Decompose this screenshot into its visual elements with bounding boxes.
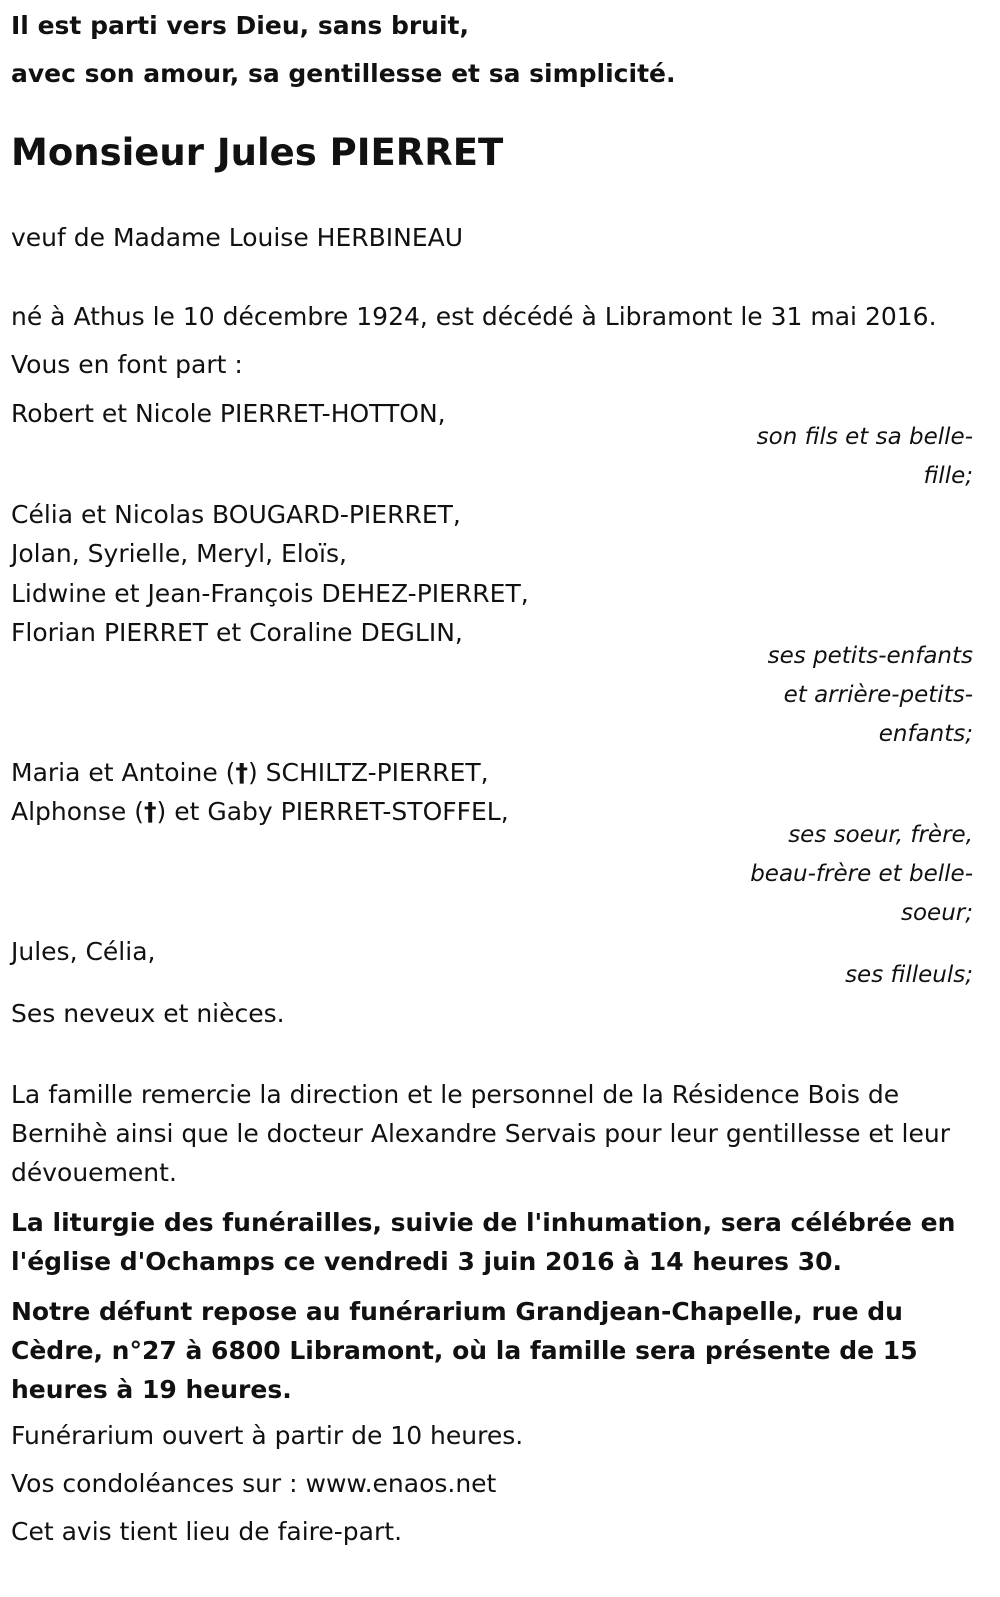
name-text: ) SCHILTZ-PIERRET, — [247, 758, 489, 787]
family-group-2-name: Jolan, Syrielle, Meryl, Eloïs, — [11, 539, 347, 568]
epigraph-line-1: Il est parti vers Dieu, sans bruit, — [11, 11, 469, 40]
birth-death-line: né à Athus le 10 décembre 1924, est décédé à Libramont le 31 mai 2016. — [11, 302, 937, 331]
liturgy-paragraph: La liturgie des funérailles, suivie de l'inhumation, sera célébrée en l'église d'Ochamps ce vendredi 3 juin 2016 à 14 heures 30. — [11, 1208, 956, 1276]
family-group-1-role — [757, 418, 973, 496]
role-line: ses soeur, frère, — [788, 822, 973, 848]
family-group-3-role — [750, 816, 973, 933]
family-group-2-role — [768, 637, 973, 754]
name-text: Maria et Antoine ( — [11, 758, 236, 787]
thanks-paragraph: La famille remercie la direction et le personnel de la Résidence Bois de Bernihè ainsi que le docteur Alexandre Servais pour leur gentillesse et leur dévouement. — [11, 1080, 950, 1187]
family-group-2-name: Célia et Nicolas BOUGARD-PIERRET, — [11, 500, 461, 529]
family-group-2-name: Florian PIERRET et Coraline DEGLIN, — [11, 618, 463, 647]
cross-icon: † — [235, 758, 248, 787]
role-line: enfants; — [878, 721, 973, 747]
nephews-line: Ses neveux et nièces. — [11, 999, 285, 1028]
widower-line: veuf de Madame Louise HERBINEAU — [11, 223, 464, 252]
family-group-1-name: Robert et Nicole PIERRET-HOTTON, — [11, 399, 446, 428]
role-line: son fils et sa belle- — [756, 424, 973, 450]
family-group-4-name: Jules, Célia, — [11, 937, 156, 966]
role-line: et arrière-petits- — [783, 682, 973, 708]
deceased-name: Monsieur Jules PIERRET — [11, 131, 504, 174]
family-group-3-name — [11, 797, 509, 827]
announcement-line: Vous en font part : — [11, 350, 243, 379]
notice-line: Cet avis tient lieu de faire-part. — [11, 1517, 403, 1546]
opening-hours-line: Funérarium ouvert à partir de 10 heures. — [11, 1421, 524, 1450]
role-line: ses filleuls; — [845, 962, 973, 988]
role-line: ses petits-enfants — [767, 643, 973, 669]
family-group-2-name: Lidwine et Jean-François DEHEZ-PIERRET, — [11, 579, 529, 608]
funerarium-paragraph: Notre défunt repose au funérarium Grandjean-Chapelle, rue du Cèdre, n°27 à 6800 Libramont, où la famille sera présente de 15 heures à 19 heures. — [11, 1297, 918, 1404]
condolences-line: Vos condoléances sur : www.enaos.net — [11, 1469, 497, 1498]
name-text: Alphonse ( — [11, 797, 145, 826]
role-line: soeur; — [901, 900, 973, 926]
family-group-3-name — [11, 758, 489, 788]
name-text: ) et Gaby PIERRET-STOFFEL, — [156, 797, 509, 826]
role-line: beau-frère et belle- — [750, 861, 973, 887]
epigraph-line-2: avec son amour, sa gentillesse et sa simplicité. — [11, 59, 676, 88]
role-line: fille; — [923, 463, 973, 489]
family-group-4-role — [845, 956, 973, 995]
cross-icon: † — [144, 797, 157, 826]
